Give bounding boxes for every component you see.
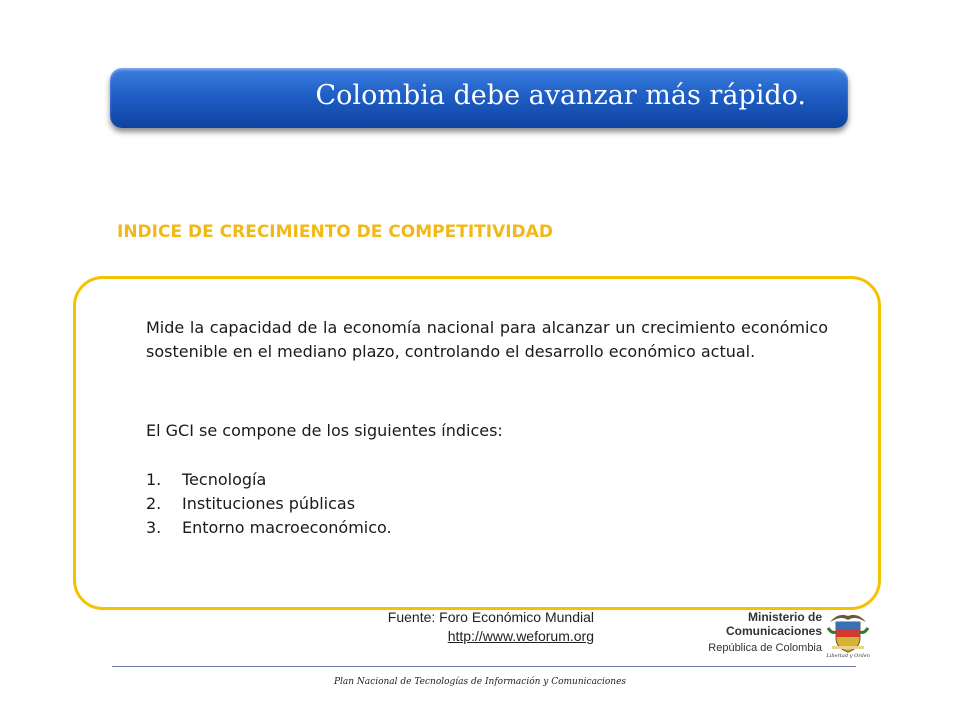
list-label: Instituciones públicas bbox=[182, 494, 356, 513]
ministry-line3: República de Colombia bbox=[708, 642, 822, 654]
slide-title: Colombia debe avanzar más rápido. bbox=[315, 80, 806, 111]
list-number: 2. bbox=[146, 494, 162, 513]
intro-text: El GCI se compone de los siguientes índices: bbox=[146, 421, 503, 440]
ministry-line1: Ministerio de bbox=[747, 610, 822, 624]
source-link[interactable]: http://www.weforum.org bbox=[447, 628, 594, 644]
list-item bbox=[146, 492, 392, 516]
section-heading: INDICE DE CRECIMIENTO DE COMPETITIVIDAD bbox=[117, 222, 553, 242]
list-label: Entorno macroeconómico. bbox=[182, 518, 392, 537]
content-box bbox=[73, 276, 881, 610]
source-citation bbox=[388, 608, 594, 646]
source-label: Fuente: Foro Económico Mundial bbox=[387, 609, 594, 625]
list-number: 3. bbox=[146, 518, 162, 537]
ministry-motto: Libertad y Orden bbox=[826, 653, 870, 659]
list-number: 1. bbox=[146, 470, 162, 489]
ministry-logo bbox=[708, 608, 872, 660]
list-item bbox=[146, 468, 392, 492]
footer-divider bbox=[112, 666, 856, 667]
index-list bbox=[146, 468, 392, 540]
list-item bbox=[146, 516, 392, 540]
ministry-line2: Comunicaciones bbox=[725, 624, 822, 638]
footer-text: Plan Nacional de Tecnologías de Información y Comunicaciones bbox=[333, 677, 627, 687]
description-text: Mide la capacidad de la economía nacional para alcanzar un crecimiento económico sostenible en el mediano plazo, controlando el desarrollo económico actual. bbox=[146, 318, 828, 361]
list-label: Tecnología bbox=[182, 470, 267, 489]
title-banner bbox=[110, 68, 848, 128]
